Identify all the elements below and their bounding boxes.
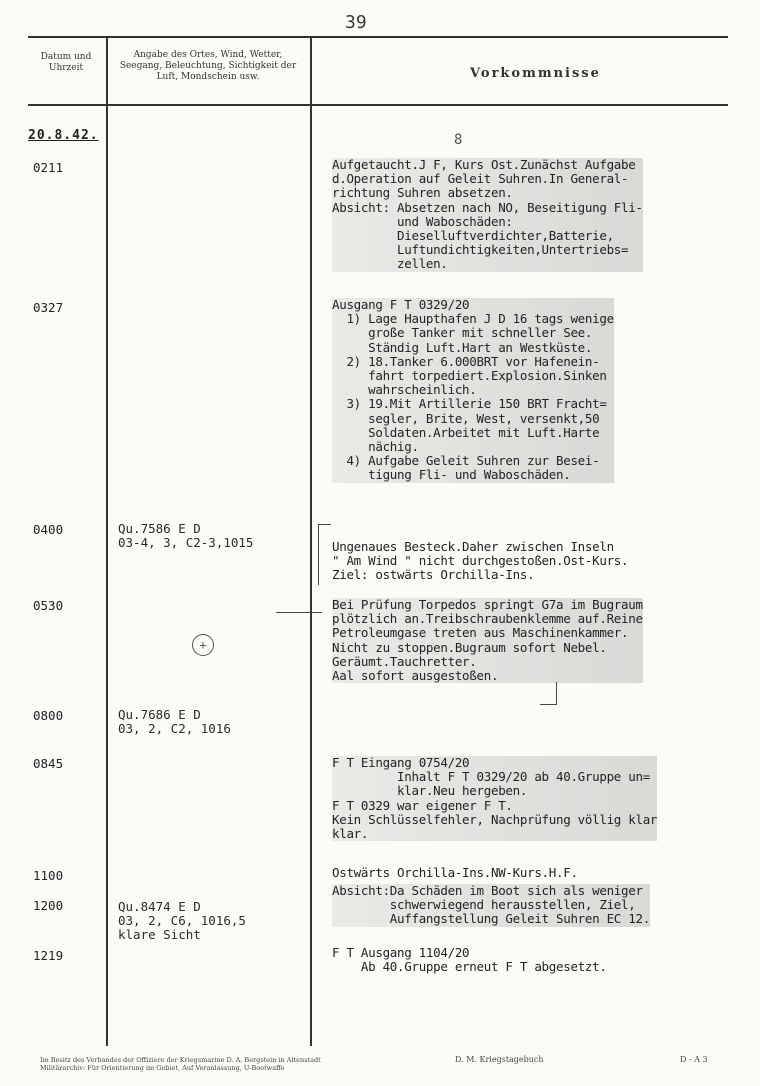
footer-code: D - A 3 [680,1055,708,1064]
header-bottom-rule [28,104,728,106]
entry-time: 0845 [33,756,64,771]
top-rule [28,36,728,38]
entry-text: Aufgetaucht.J F, Kurs Ost.Zunächst Aufgabe d.Operation auf Geleit Suhren.In General- richtung Suhren absetzen. Absicht: Absetzen nach NO, Beseitigung Fli- und Waboschäden: Dieselluftverdichter,Batterie, Luftundichtigkeiten,Untertriebs= zellen. [332,157,643,272]
entry-text: Ausgang F T 0329/20 1) Lage Haupthafen J D 16 tags wenige große Tanker mit schneller See. Ständig Luft.Hart an Westküste. 2) 18.Tanker 6.000BRT vor Hafenein- fahrt torpediert.Explosion.Sinken wahrscheinlich. 3) 19.Mit Artillerie 150 BRT Fracht= segler, Brite, West, versenkt,50 Soldaten.Arbeitet mit Luft.Harte nächig. 4) Aufgabe Geleit Suhren zur Besei- tigung Fli- und Waboschäden. [332,297,614,483]
events-column-header: Vorkommnisse [470,66,601,81]
entry-time: 0800 [33,708,64,723]
entry-text: Bei Prüfung Torpedos springt G7a im Bugraum plötzlich an.Treibschraubenklemme auf.Reine Petroleumgase treten aus Maschinenkammer. Nicht zu stoppen.Bugraum sofort Nebel. Geräumt.Tauchretter. Aal sofort ausgestoßen. [332,597,643,684]
margin-bracket [276,612,322,613]
entry-time: 1219 [33,948,64,963]
margin-bracket [318,524,331,585]
column-divider-2 [310,36,312,1046]
entry-time: 1200 [33,898,64,913]
margin-mark: 8 [454,132,463,148]
entry-place: Qu.7586 E D 03-4, 3, C2-3,1015 [118,521,254,550]
page-number: 39 [345,12,367,33]
entry-text: Ostwärts Orchilla-Ins.NW-Kurs.H.F. [332,865,578,880]
place-column-header: Angabe des Ortes, Wind, Wetter, Seegang, Beleuchtung, Sichtigkeit der Luft, Mondschein usw. [119,50,297,82]
entry-place: Qu.8474 E D 03, 2, C6, 1016,5 klare Sicht [118,899,246,942]
entry-place: Qu.7686 E D 03, 2, C2, 1016 [118,707,231,736]
end-bracket [540,682,557,705]
log-date: 20.8.42. [28,128,99,143]
date-column-header: Datum und Uhrzeit [40,52,92,73]
footer-source [40,1056,440,1072]
column-divider-1 [106,36,108,1046]
entry-time: 0400 [33,522,64,537]
footer-title: D. M. Kriegstagebuch [455,1055,544,1064]
entry-time: 0211 [33,160,64,175]
entry-text: Absicht:Da Schäden im Boot sich als weniger schwerwiegend herausstellen, Ziel, Auffangstellung Geleit Suhren EC 12. [332,883,650,927]
footer-source-line-2: Militärarchiv: Für Orientierung im Gebiet, Auf Veranlassung, U-Bootwaffe [40,1064,285,1072]
entry-time: 0327 [33,300,64,315]
entry-text: F T Ausgang 1104/20 Ab 40.Gruppe erneut F T abgesetzt. [332,945,607,975]
entry-text: Ungenaues Besteck.Daher zwischen Inseln " Am Wind " nicht durchgestoßen.Ost-Kurs. Ziel: ostwärts Orchilla-Ins. [332,539,629,583]
entry-text: F T Eingang 0754/20 Inhalt F T 0329/20 ab 40.Gruppe un= klar.Neu hergeben. F T 0329 war eigener F T. Kein Schlüsselfehler, Nachprüfung völlig klar klar. [332,755,658,842]
footer-source-line-1: Im Besitz des Verbandes der Offiziere der Kriegsmarine D. A. Bergstein in Altenstadt [40,1056,321,1064]
crossed-circle-mark: + [192,634,214,656]
entry-time: 0530 [33,598,64,613]
entry-time: 1100 [33,868,64,883]
